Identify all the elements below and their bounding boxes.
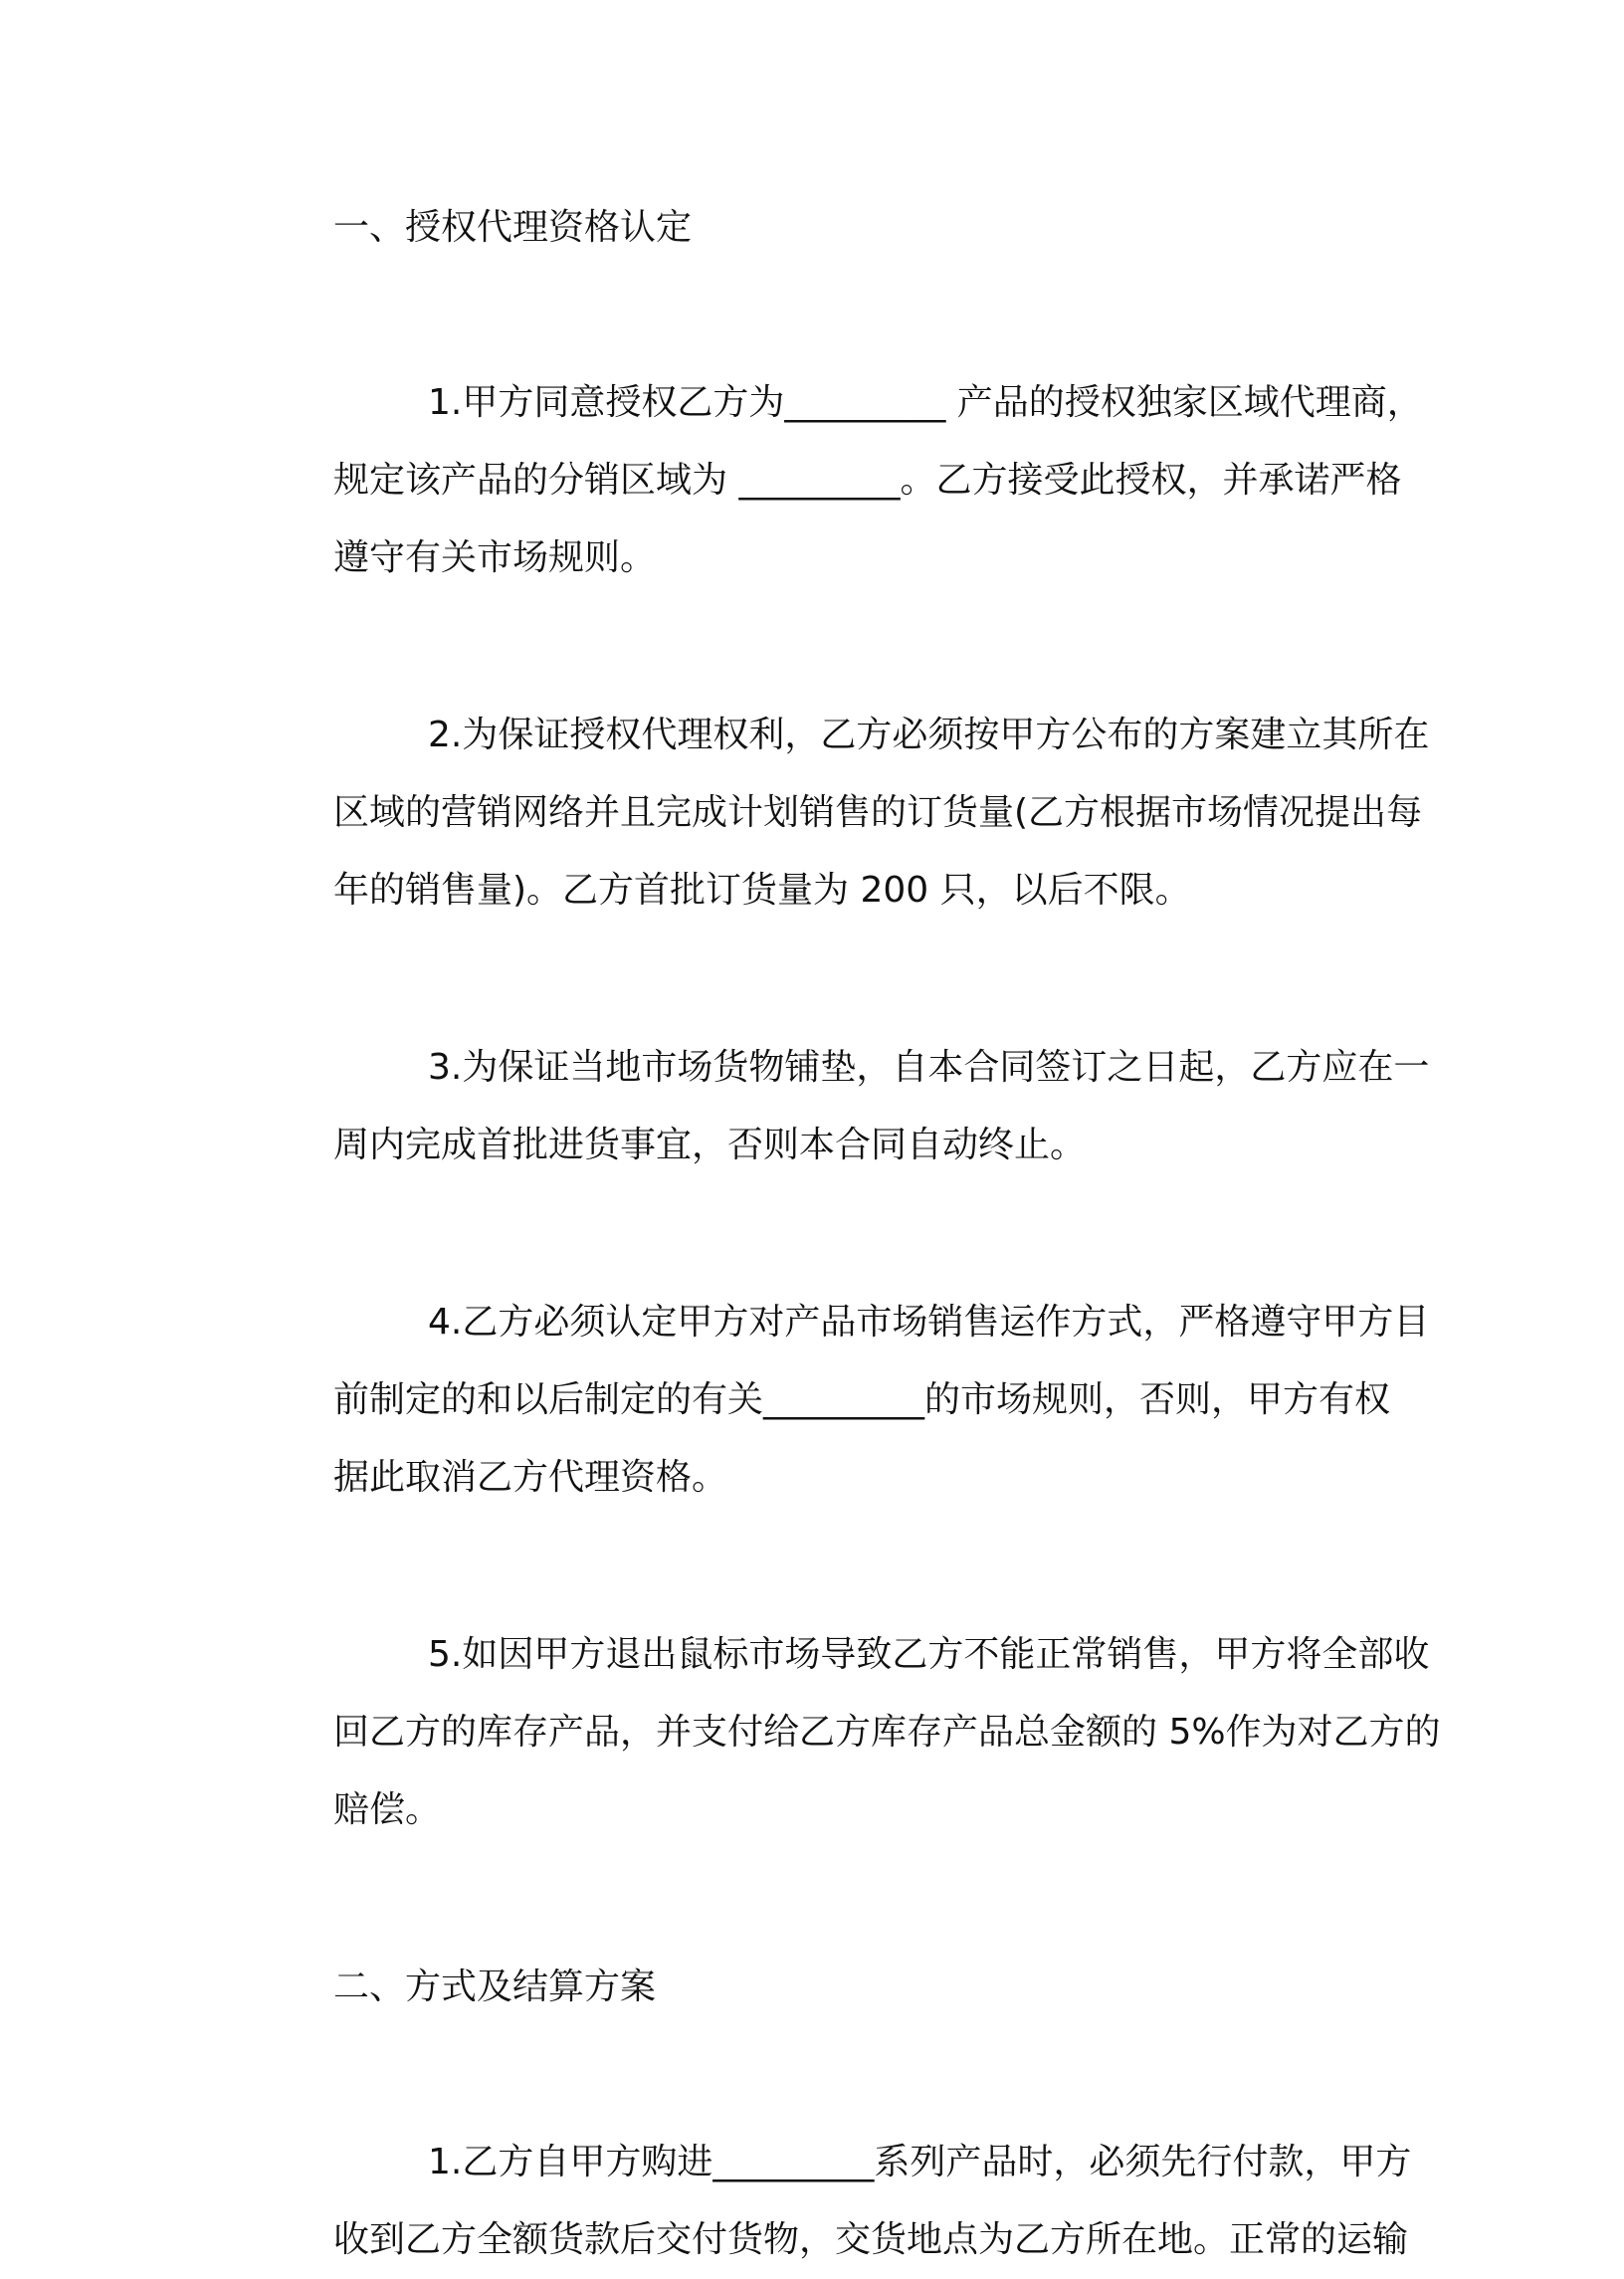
clause-line: 收到乙方全额货款后交付货物，交货地点为乙方所在地。正常的运输: [333, 2219, 1409, 2260]
clause-line: 赔偿。: [333, 1789, 442, 1830]
clause-line: 区域的营销网络并且完成计划销售的订货量(乙方根据市场情况提出每: [333, 792, 1423, 833]
document-body: [239, 189, 1441, 2279]
clause-line: 规定该产品的分销区域为 _________。乙方接受此授权，并承诺严格: [333, 460, 1402, 501]
clause-1-1: [239, 364, 1423, 597]
clause-line: 回乙方的库存产品，并支付给乙方库存产品总金额的 5%作为对乙方的: [333, 1712, 1441, 1753]
clause-line: 5.如因甲方退出鼠标市场导致乙方不能正常销售，甲方将全部收: [428, 1634, 1430, 1675]
clause-line: 周内完成首批进货事宜，否则本合同自动终止。: [333, 1125, 1087, 1165]
clause-line: 2.为保证授权代理权利，乙方必须按甲方公布的方案建立其所在: [428, 715, 1430, 755]
clause-line: 3.为保证当地市场货物铺垫，自本合同签订之日起，乙方应在一: [428, 1047, 1430, 1088]
clause-1-2: [239, 697, 1430, 930]
clause-line: 遵守有关市场规则。: [333, 537, 657, 578]
section-heading-settlement: 二、方式及结算方案: [333, 1967, 657, 2007]
clause-line: 据此取消乙方代理资格。: [333, 1457, 728, 1498]
clause-1-5: [239, 1616, 1441, 1849]
section-heading-authorization: 一、授权代理资格认定: [333, 207, 693, 248]
clause-2-1: [239, 2124, 1412, 2279]
clause-line: 1.甲方同意授权乙方为_________ 产品的授权独家区域代理商，: [428, 382, 1423, 423]
clause-1-4: [239, 1284, 1430, 1517]
clause-1-3: [239, 1029, 1430, 1184]
clause-line: 年的销售量)。乙方首批订货量为 200 只，以后不限。: [333, 870, 1191, 911]
clause-line: 4.乙方必须认定甲方对产品市场销售运作方式，严格遵守甲方目: [428, 1302, 1430, 1343]
clause-line: 1.乙方自甲方购进_________系列产品时，必须先行付款，甲方: [428, 2142, 1412, 2182]
clause-line: 前制定的和以后制定的有关_________的市场规则，否则，甲方有权: [333, 1379, 1391, 1420]
